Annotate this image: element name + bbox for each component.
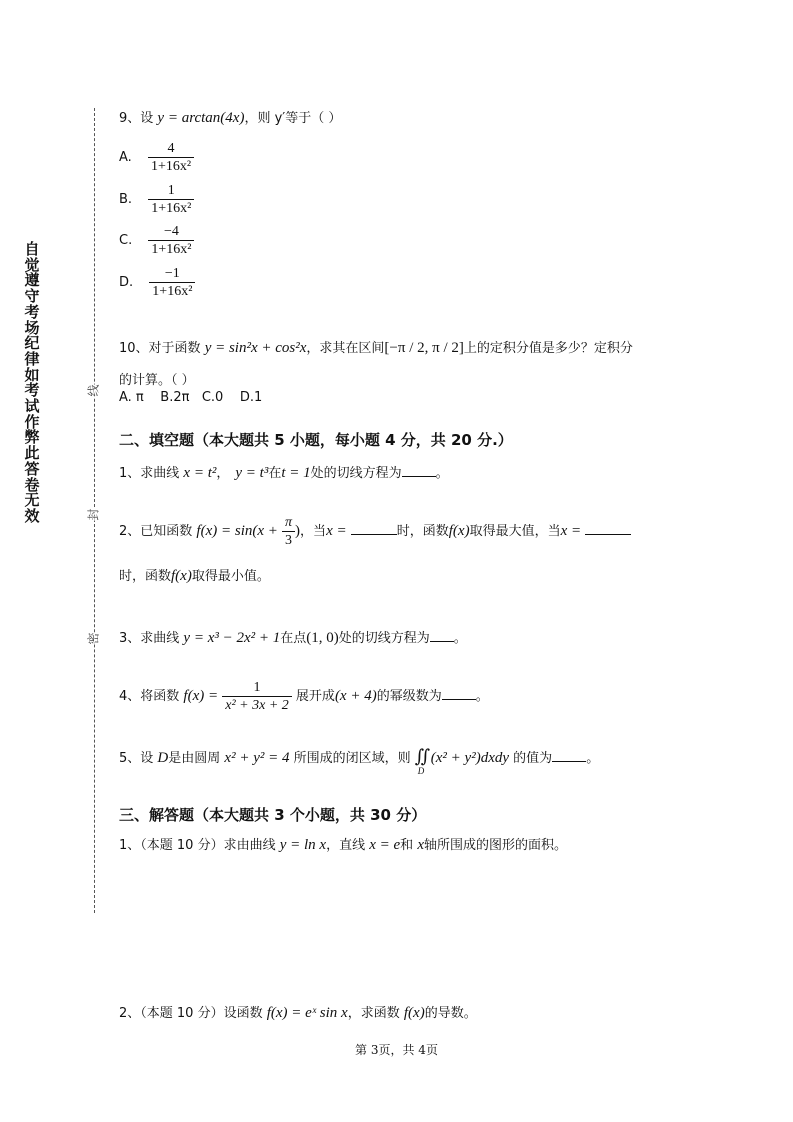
question-10-line2: 的计算。（ ） — [119, 373, 195, 388]
option-fraction: $\frac{-4}{\text{1+16x²}}$ — [148, 223, 194, 258]
q9-option-d[interactable]: D. $\frac{-1}{\text{1+16x²}}$ — [119, 265, 195, 300]
answer-blank[interactable] — [402, 476, 436, 477]
fill-question-1: 1、求曲线 x = t²， y = t³在t = 1处的切线方程为 。 — [119, 465, 449, 481]
answer-blank[interactable] — [430, 641, 454, 642]
question-10: 10、对于函数 y = sin²x + cos²x，求其在区间[−π / 2, π / 2]上的定积分值是多少？定积分 — [119, 340, 633, 356]
pi-over-3-fraction: $\frac{\pi}{3}$ — [282, 514, 295, 549]
option-fraction: $\frac{4}{\text{1+16x²}}$ — [148, 140, 194, 175]
page-footer: 第 3页，共 4页 — [355, 1043, 438, 1057]
solve-question-2: 2、（本题 10 分）设函数 f(x) = eˣ sin x，求函数 f(x)的导数。 — [119, 1005, 477, 1021]
question-9: 9、设 y = arctan(4x)，则 y′等于（ ） — [119, 110, 342, 126]
answer-blank[interactable] — [552, 761, 586, 762]
seal-mark-mi: 密 — [81, 632, 106, 644]
q9-option-c[interactable]: C. $\frac{-4}{\text{1+16x²}}$ — [119, 223, 194, 258]
section-3-title: 三、解答题（本大题共 3 个小题，共 30 分） — [119, 806, 427, 824]
question-10-options[interactable]: A. π B.2π C.0 D.1 — [119, 390, 263, 405]
fill-question-5: 5、设 D是由圆周 x² + y² = 4 所围成的闭区域，则 ∬ D (x² + y²)dxdy 的值为 。 — [119, 746, 600, 776]
fill-question-2: 2、已知函数 f(x) = sin(x + $\frac{\pi}{3}$ )，当x = 时，函数f(x)取得最大值，当x = — [119, 514, 631, 549]
exam-discipline-notice: 自觉遵守考场纪律如考试作弊此答卷无效 — [24, 240, 40, 525]
fill-question-2-line2: 时，函数f(x)取得最小值。 — [119, 568, 270, 584]
integral-domain: D — [417, 766, 425, 776]
answer-blank[interactable] — [351, 534, 397, 535]
rational-function-fraction: $\frac{1}{\text{x² + 3x + 2}}$ — [222, 679, 292, 714]
option-fraction: $\frac{1}{\text{1+16x²}}$ — [148, 182, 194, 217]
double-integral-symbol: ∬ — [414, 746, 431, 766]
fill-question-3: 3、求曲线 y = x³ − 2x² + 1在点(1, 0)处的切线方程为 。 — [119, 630, 467, 646]
fill-question-4: 4、将函数 f(x) = $\frac{1}{\text{x² + 3x + 2}}$ 展开成(x + 4)的幂级数为 。 — [119, 680, 489, 713]
solve-question-1: 1、（本题 10 分）求由曲线 y = ln x，直线 x = e和 x轴所围成的图形的面积。 — [119, 837, 568, 853]
q9-option-b[interactable]: B. $\frac{1}{\text{1+16x²}}$ — [119, 182, 194, 217]
answer-blank[interactable] — [442, 699, 476, 700]
q9-option-a[interactable]: A. $\frac{4}{\text{1+16x²}}$ — [119, 140, 194, 175]
section-2-title: 二、填空题（本大题共 5 小题，每小题 4 分，共 20 分.） — [119, 431, 513, 449]
seal-mark-feng: 封 — [81, 508, 106, 520]
option-fraction: $\frac{-1}{\text{1+16x²}}$ — [149, 265, 195, 300]
seal-mark-xian: 线 — [81, 384, 106, 396]
answer-blank[interactable] — [585, 534, 631, 535]
